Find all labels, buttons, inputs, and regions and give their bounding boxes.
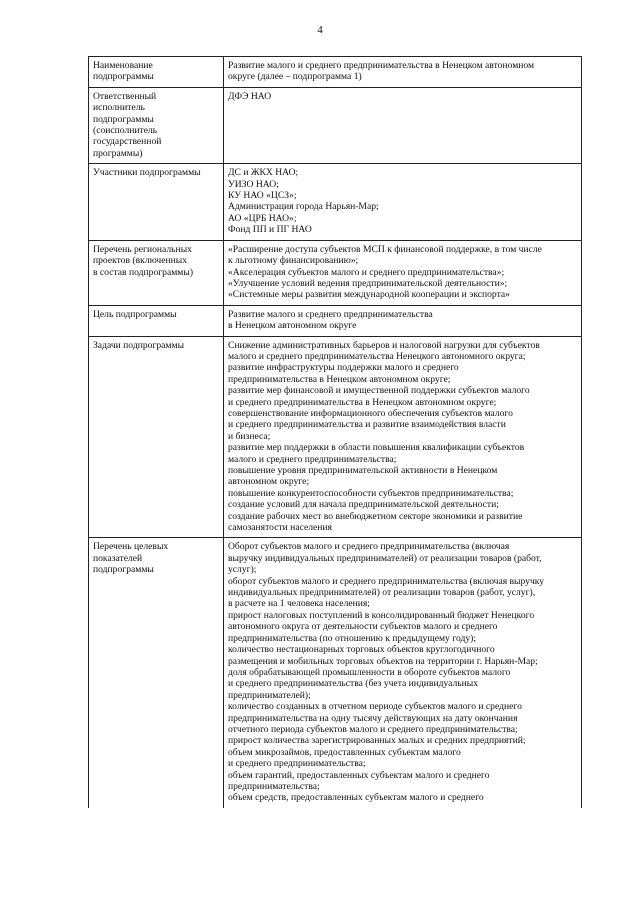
row-value-line: объем средств, предоставленных субъектам малого и среднего	[228, 792, 484, 804]
passport-row	[89, 164, 582, 240]
row-value-line: предпринимательства на одну тысячу действующих на дату окончания	[228, 712, 518, 724]
passport-row	[89, 305, 582, 336]
row-label-cell	[89, 240, 224, 305]
passport-table-body	[89, 57, 582, 808]
row-label-line: подпрограммы	[93, 71, 154, 83]
row-label-line: подпрограммы	[93, 113, 154, 125]
row-value-line: малого и среднего предпринимательства Ненецкого автономного округа;	[228, 350, 526, 362]
row-value-line: прирост налоговых поступлений в консолидированный бюджет Ненецкого	[228, 609, 535, 621]
row-value-line: прирост количества зарегистрированных малых и средних предприятий;	[228, 735, 526, 747]
row-value-line: Развитие малого и среднего предпринимательства в Ненецком автономном	[228, 60, 535, 71]
row-value-line: развитие мер финансовой и имущественной поддержки субъектов малого	[228, 385, 530, 397]
row-label-line: исполнитель	[93, 102, 145, 114]
row-value-line: автономного округа от деятельности субъектов малого и среднего	[228, 621, 498, 633]
row-value-line: к льготному финансированию»;	[228, 255, 359, 267]
row-value-line: повышение уровня предпринимательской активности в Ненецком	[228, 465, 498, 476]
row-value-cell	[224, 164, 582, 240]
row-value-line: услуг);	[228, 564, 257, 576]
row-value-line: оборот субъектов малого и среднего предпринимательства (включая выручку	[228, 575, 545, 587]
row-label-line: Задачи подпрограммы	[93, 339, 185, 351]
row-value-line: совершенствование информационного обеспечения субъектов малого	[228, 407, 513, 419]
passport-row	[89, 240, 582, 305]
row-value-line: доля обрабатывающей промышленности в обороте субъектов малого	[228, 666, 511, 678]
row-value-line: ДС и ЖКХ НАО;	[228, 167, 299, 179]
row-label-line: проектов (включенных	[93, 255, 187, 267]
row-label-line: Наименование	[93, 60, 153, 71]
row-label-cell	[89, 336, 224, 538]
row-value-cell	[224, 57, 582, 88]
row-label-cell	[89, 164, 224, 240]
row-value-line: развитие инфраструктуры поддержки малого и среднего	[228, 362, 459, 374]
row-value-line: предпринимательства (по отношению к предыдущему году);	[228, 632, 477, 644]
row-label-line: Перечень целевых	[93, 541, 169, 553]
row-label-line: Участники подпрограммы	[93, 167, 201, 179]
row-label-line: показателей	[93, 552, 143, 564]
row-label-line: программы)	[93, 147, 143, 159]
row-value-line: выручку индивидуальных предпринимателей) от реализации товаров (работ,	[228, 552, 542, 564]
subprogram-passport-table	[88, 56, 582, 808]
row-value-line: Оборот субъектов малого и среднего предпринимательства (включая	[228, 541, 510, 553]
page-number: 4	[317, 24, 323, 36]
row-value-line: объем микрозаймов, предоставленных субъектам малого	[228, 746, 461, 758]
row-value-line: ДФЭ НАО	[228, 90, 272, 102]
passport-row	[89, 87, 582, 163]
row-value-line: КУ НАО «ЦСЗ»;	[228, 190, 297, 202]
row-label-line: в состав подпрограммы)	[93, 266, 194, 278]
row-value-line: самозанятости населения	[228, 522, 332, 534]
row-value-line: Фонд ПП и ПГ НАО	[228, 224, 312, 236]
row-value-line: количество нестационарных торговых объектов круглогодичного	[228, 644, 495, 656]
row-value-line: предпринимательства;	[228, 780, 320, 792]
row-value-line: «Системные меры развития международной кооперации и экспорта»	[228, 289, 510, 301]
row-label-line: государственной	[93, 136, 162, 148]
row-value-cell	[224, 305, 582, 336]
row-value-line: «Улучшение условий ведения предпринимательской деятельности»;	[228, 277, 508, 289]
row-value-line: в расчете на 1 человека населения;	[228, 598, 370, 610]
row-value-line: в Ненецком автономном округе	[228, 320, 357, 332]
row-value-cell	[224, 538, 582, 808]
passport-row	[89, 538, 582, 808]
row-value-cell	[224, 240, 582, 305]
passport-row	[89, 57, 582, 88]
row-value-line: АО «ЦРБ НАО»;	[228, 212, 297, 224]
row-value-line: предпринимателей);	[228, 689, 311, 701]
row-value-line: «Расширение доступа субъектов МСП к финансовой поддержке, в том числе	[228, 243, 542, 255]
row-value-line: размещения и мобильных торговых объектов на территории г. Нарьян-Мар;	[228, 655, 538, 667]
row-label-line: (соисполнитель	[93, 125, 158, 137]
row-label-cell	[89, 87, 224, 163]
row-value-line: и среднего предпринимательства и развитие взаимодействия власти	[228, 419, 506, 431]
row-value-line: УИЗО НАО;	[228, 178, 279, 190]
row-value-cell	[224, 336, 582, 538]
row-label-cell	[89, 57, 224, 88]
row-value-line: и бизнеса;	[228, 430, 271, 442]
row-value-line: Администрация города Нарьян-Мар;	[228, 201, 379, 213]
row-value-line: создание рабочих мест во внебюджетном секторе экономики и развитие	[228, 510, 523, 522]
row-value-line: Развитие малого и среднего предпринимательства	[228, 308, 433, 320]
row-value-line: округе (далее – подпрограмма 1)	[228, 71, 362, 83]
row-value-line: и среднего предпринимательства;	[228, 758, 366, 770]
row-value-line: повышение конкурентоспособности субъектов предпринимательства;	[228, 487, 514, 499]
row-label-line: Цель подпрограммы	[93, 308, 177, 320]
row-value-line: отчетного периода субъектов малого и среднего предпринимательства;	[228, 723, 518, 735]
row-value-line: автономном округе;	[228, 476, 310, 488]
row-label-line: Ответственный	[93, 90, 157, 102]
row-value-line: «Акселерация субъектов малого и среднего предпринимательства»;	[228, 266, 505, 278]
row-value-line: и среднего предпринимательства в Ненецком автономном округе;	[228, 396, 497, 408]
row-value-line: Снижение административных барьеров и налоговой нагрузки для субъектов	[228, 339, 540, 351]
row-label-line: подпрограммы	[93, 564, 154, 576]
row-value-line: развитие мер поддержки в области повышения квалификации субъектов	[228, 442, 525, 454]
row-label-cell	[89, 538, 224, 808]
row-value-line: количество созданных в отчетном периоде субъектов малого и среднего	[228, 701, 522, 713]
row-value-line: объем гарантий, предоставленных субъектам малого и среднего	[228, 769, 490, 781]
row-label-line: Перечень региональных	[93, 243, 192, 255]
row-value-cell	[224, 87, 582, 163]
row-value-line: предпринимательства в Ненецком автономном округе;	[228, 373, 451, 385]
row-label-cell	[89, 305, 224, 336]
row-value-line: индивидуальных предпринимателей) от реализации товаров (работ, услуг),	[228, 587, 536, 599]
row-value-line: малого и среднего предпринимательства;	[228, 453, 397, 465]
row-value-line: и среднего предпринимательства (без учета индивидуальных	[228, 678, 479, 690]
row-value-line: создание условий для начала предпринимательской деятельности;	[228, 499, 499, 511]
passport-row	[89, 336, 582, 538]
